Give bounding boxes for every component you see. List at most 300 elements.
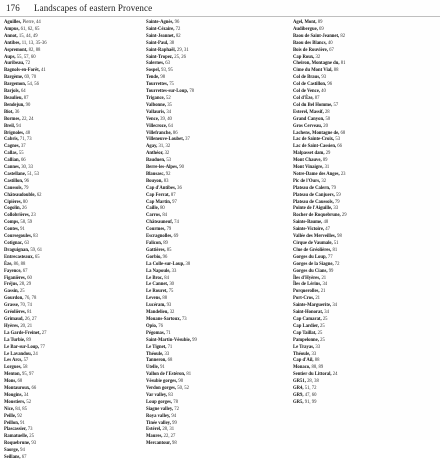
- index-headword: Barjols,: [4, 89, 20, 95]
- index-page-refs: 94: [16, 123, 21, 129]
- index-headword: Fayence,: [4, 268, 22, 274]
- index-headword: Moustiers,: [4, 399, 26, 405]
- index-entry: [146, 269, 280, 274]
- index-entry: [4, 358, 138, 363]
- index-entry: [293, 158, 427, 163]
- index-page-refs: 80: [160, 206, 165, 212]
- index-headword: Le Cannet,: [146, 282, 169, 288]
- index-entry: [293, 248, 427, 253]
- index-headword: Cime du Mont Vial,: [293, 68, 333, 74]
- index-page-refs: 24: [33, 351, 38, 357]
- index-page-refs: 61, 62, 65: [20, 26, 40, 32]
- index-page-refs: 33: [315, 344, 321, 350]
- index-headword: Trigance,: [146, 95, 165, 101]
- index-page-refs: 38: [169, 40, 175, 46]
- index-entry: [4, 48, 138, 53]
- index-headword: Seillans,: [4, 455, 21, 461]
- index-headword: Tourrettes-sur-Loup,: [146, 89, 189, 95]
- index-entry: [146, 34, 280, 39]
- index-headword: Villecroze,: [146, 123, 167, 129]
- index-entry: [146, 110, 280, 115]
- index-entry: [4, 61, 138, 66]
- index-entry: [293, 206, 427, 211]
- index-entry: [293, 110, 427, 115]
- index-headword: Villeneuve-Loubet,: [146, 137, 184, 143]
- index-page-refs: 72: [174, 406, 179, 412]
- index-page-refs: 29, 31: [177, 47, 189, 53]
- index-entry: [293, 96, 427, 101]
- index-entry: [293, 262, 427, 267]
- index-headword: Saorge,: [4, 448, 19, 454]
- index-page-refs: 31: [324, 165, 330, 171]
- index-entry: [293, 172, 427, 177]
- index-headword: Sainte-Marguerite,: [293, 303, 332, 309]
- index-headword: Callian,: [4, 158, 20, 164]
- index-entry: [293, 151, 427, 156]
- index-headword: Bargemon,: [4, 82, 27, 88]
- index-column-1: [4, 20, 138, 461]
- index-headword: Le Trayas,: [293, 344, 315, 350]
- index-column-2: [146, 20, 280, 447]
- index-headword: Peille,: [4, 413, 17, 419]
- index-entry: [146, 262, 280, 267]
- index-entry: [293, 200, 427, 205]
- index-page-refs: 67: [21, 455, 27, 461]
- index-headword: Collobrières,: [4, 213, 30, 219]
- index-page-refs: 92: [165, 171, 171, 177]
- index-headword: Sentier du Littoral,: [293, 372, 332, 378]
- index-page-refs: 72: [334, 261, 340, 267]
- index-entry: [293, 34, 427, 39]
- index-page-refs: 67: [329, 47, 334, 53]
- index-page-refs: 72: [25, 61, 31, 67]
- index-entry: [4, 269, 138, 274]
- index-page-refs: 30: [169, 282, 174, 288]
- index-page-refs: 34: [166, 109, 172, 115]
- index-page-refs: 37: [20, 144, 26, 150]
- index-page-refs: 99: [192, 337, 197, 343]
- index-headword: Plateau de Caussols,: [293, 199, 334, 205]
- index-headword: Monaco,: [293, 365, 311, 371]
- index-headword: Contes,: [4, 227, 19, 233]
- index-page-refs: 68: [17, 379, 23, 385]
- index-page-refs: 81: [27, 310, 32, 316]
- index-entry: [293, 20, 427, 25]
- index-entry: [146, 48, 280, 53]
- index-entry: [293, 324, 427, 329]
- index-entry: [4, 158, 138, 163]
- index-page-refs: 66: [337, 144, 342, 150]
- index-page-refs: 86: [172, 130, 178, 136]
- index-headword: Lorgues,: [4, 365, 22, 371]
- index-entry: [293, 386, 427, 391]
- index-page-refs: 53: [335, 137, 341, 143]
- index-page-refs: 38: [185, 261, 191, 267]
- index-headword: Verdon gorges,: [146, 386, 177, 392]
- index-headword: Châteauneuf,: [146, 220, 173, 226]
- index-page-refs: 25: [320, 337, 325, 343]
- index-column-3: [293, 20, 427, 436]
- index-entry: [4, 213, 138, 218]
- index-page-refs: 48: [25, 130, 31, 136]
- index-page-refs: 20: [323, 123, 328, 129]
- index-page-refs: 25: [320, 323, 325, 329]
- index-page-refs: 51, 53: [27, 171, 39, 177]
- index-headword: La Napoule,: [146, 268, 171, 274]
- index-entry: [146, 365, 280, 370]
- index-headword: Levens,: [146, 296, 162, 302]
- index-headword: Les Arcs,: [4, 358, 23, 364]
- index-headword: Mons,: [4, 379, 17, 385]
- index-page-refs: 98: [172, 441, 177, 447]
- index-page-refs: 66: [31, 386, 37, 392]
- index-headword: Vence,: [146, 116, 159, 122]
- index-headword: Berre-les-Alpes,: [146, 165, 179, 171]
- index-entry: [4, 206, 138, 211]
- index-headword: Cap Taillat,: [293, 330, 317, 336]
- index-entry: [146, 386, 280, 391]
- index-page-refs: 84: [164, 275, 169, 281]
- index-entry: [146, 317, 280, 322]
- index-page-refs: 76: [158, 323, 163, 329]
- index-headword: Col de Braus,: [293, 75, 321, 81]
- index-headword: Audibergue,: [293, 26, 318, 32]
- index-headword: La Garde-Freinet,: [4, 330, 41, 336]
- index-headword: Biot,: [4, 109, 14, 115]
- index-entry: [293, 338, 427, 343]
- index-page-refs: 20, 21: [20, 323, 33, 329]
- index-page-refs: 50: [325, 116, 331, 122]
- index-entry: [146, 131, 280, 136]
- index-entry: [146, 414, 280, 419]
- index-headword: Cap Lardier,: [293, 323, 319, 329]
- index-page-refs: 75: [169, 82, 174, 88]
- index-entry: [293, 241, 427, 246]
- index-page-refs: 92: [17, 413, 22, 419]
- index-headword: Sainte-Baume,: [293, 220, 323, 226]
- index-page-refs: 33: [311, 351, 317, 357]
- index-page-refs: 62: [36, 192, 42, 198]
- index-headword: Sainte-Agnès,: [146, 20, 174, 25]
- index-entry: [4, 296, 138, 301]
- index-entry: [146, 179, 280, 184]
- index-page-refs: 93: [31, 441, 37, 447]
- index-headword: Maures,: [146, 434, 163, 440]
- index-entry: [4, 186, 138, 191]
- index-page-refs: 33: [333, 206, 339, 212]
- index-page-refs: 82, 88: [28, 47, 41, 53]
- index-page-refs: 59, 61: [30, 247, 43, 253]
- index-entry: [146, 303, 280, 308]
- index-entry: [146, 234, 280, 239]
- index-page-refs: 96: [174, 20, 180, 25]
- index-entry: [293, 165, 427, 170]
- index-headword: Gorbio,: [146, 254, 162, 260]
- index-headword: Carros,: [146, 213, 162, 219]
- index-page-refs: 33: [164, 351, 170, 357]
- index-headword: Gorges du Cians,: [293, 268, 328, 274]
- index-page-refs: 84: [162, 213, 168, 219]
- index-headword: Cap Roux,: [293, 54, 315, 60]
- index-entry: [293, 372, 427, 377]
- index-entry: [4, 310, 138, 315]
- index-page-refs: 79: [166, 227, 172, 233]
- index-page-refs: 58, 59: [20, 220, 33, 226]
- index-headword: Aspremont,: [4, 47, 28, 53]
- index-headword: Gassin,: [4, 289, 19, 295]
- index-headword: Bormes,: [4, 116, 21, 122]
- index-headword: Mouans-Sartoux,: [146, 316, 181, 322]
- index-headword: Pointe de l'Aiguille,: [293, 206, 333, 212]
- index-headword: Col d'Èze,: [293, 95, 314, 101]
- index-page-refs: 88: [333, 68, 339, 74]
- index-entry: [4, 241, 138, 246]
- index-headword: Comps,: [4, 220, 20, 226]
- index-entry: [293, 310, 427, 315]
- index-page-refs: 93: [321, 75, 327, 81]
- index-page-refs: 28: [324, 109, 330, 115]
- index-headword: Callas,: [4, 151, 18, 157]
- index-headword: Roya valley,: [146, 413, 171, 419]
- index-page-refs: 21: [320, 289, 326, 295]
- index-entry: [146, 276, 280, 281]
- index-entry: [293, 48, 427, 53]
- index-entry: [4, 110, 138, 115]
- index-page-refs: 36: [177, 185, 182, 191]
- index-page-refs: 79: [334, 199, 340, 205]
- index-page-refs: 87: [314, 95, 320, 101]
- index-headword: La Colle-sur-Loup,: [146, 261, 185, 267]
- index-entry: [146, 103, 280, 108]
- index-page-refs: 28, 38: [307, 379, 319, 385]
- index-headword: Gorges de la Siagne,: [293, 261, 334, 267]
- index-entry: [146, 331, 280, 336]
- index-headword: Plateau de Canjuers,: [293, 192, 335, 198]
- index-page-refs: 77: [40, 344, 45, 350]
- index-headword: Draguignan,: [4, 247, 30, 253]
- index-entry: [146, 96, 280, 101]
- index-entry: [4, 248, 138, 253]
- index-entry: [4, 20, 138, 25]
- index-headword: Cap d'Antibes,: [146, 185, 176, 191]
- index-headword: Îles d'Hyères,: [293, 275, 321, 281]
- index-entry: [293, 345, 427, 350]
- index-entry: [4, 289, 138, 294]
- index-entry: [146, 151, 280, 156]
- index-headword: Lac de Saint-Cassien,: [293, 144, 337, 150]
- index-entry: [146, 68, 280, 73]
- index-page-refs: 47, 60: [304, 392, 317, 398]
- index-page-refs: 97: [172, 199, 177, 205]
- index-page-refs: 72: [175, 26, 181, 32]
- index-headword: Mougins,: [4, 392, 23, 398]
- index-page-refs: 54, 56: [27, 82, 39, 88]
- index-page-refs: 91, 99: [304, 399, 317, 405]
- index-entry: [4, 303, 138, 308]
- index-headword: Bagnols-en-Forêt,: [4, 68, 40, 74]
- index-headword: Le Rouret,: [146, 289, 168, 295]
- index-page-refs: 83: [168, 392, 173, 398]
- index-headword: Caille,: [146, 206, 159, 212]
- index-entry: [146, 393, 280, 398]
- index-page-refs: 90: [179, 165, 184, 171]
- index-entry: [293, 269, 427, 274]
- index-page-refs: 26, 27: [24, 316, 37, 322]
- index-page-refs: 68: [167, 358, 173, 364]
- index-headword: Var valley,: [146, 392, 168, 398]
- index-headword: Gros Cerveau,: [293, 123, 323, 129]
- index-page-refs: 78: [189, 89, 195, 95]
- index-page-refs: 87: [23, 95, 29, 101]
- index-headword: Vésubie gorges,: [146, 379, 178, 385]
- index-page-refs: 80: [22, 199, 28, 205]
- index-entry: [146, 20, 280, 25]
- index-entry: [4, 227, 138, 232]
- index-page-refs: 89: [322, 158, 328, 164]
- index-headword: Cap Martin,: [146, 199, 171, 205]
- index-page-refs: 75: [168, 289, 174, 295]
- index-page-refs: 78: [173, 399, 178, 405]
- index-entry: [4, 103, 138, 108]
- index-headword: Sainte-Victoire,: [293, 227, 325, 233]
- index-headword: Agay,: [146, 144, 158, 150]
- index-page-refs: 76, 78: [24, 296, 37, 302]
- index-page-refs: 30, 33: [21, 165, 33, 171]
- index-page-refs: Pierre, 44: [22, 20, 41, 25]
- index-entry: [4, 324, 138, 329]
- index-entry: [146, 200, 280, 205]
- index-page-refs: 73: [181, 316, 187, 322]
- index-page-refs: 65: [34, 254, 40, 260]
- index-page-refs: 11, 13, 35-36: [21, 40, 47, 46]
- index-page-refs: 89: [317, 20, 323, 25]
- index-page-refs: 52: [165, 95, 171, 101]
- index-headword: Bauduen,: [146, 158, 166, 164]
- index-headword: Saint-Raphaël,: [146, 47, 176, 53]
- index-entry: [293, 117, 427, 122]
- index-page-refs: 71: [166, 330, 171, 336]
- index-page-refs: 34: [322, 282, 328, 288]
- index-entry: [4, 96, 138, 101]
- index-entry: [4, 193, 138, 198]
- index-headword: Saint-Paul,: [146, 40, 169, 46]
- index-headword: Cirque de Vaumale,: [293, 241, 333, 246]
- index-headword: Bendejun,: [4, 102, 25, 108]
- index-page-refs: 32: [321, 178, 327, 184]
- index-entry: [146, 186, 280, 191]
- index-headword: Le Lavandou,: [4, 351, 32, 357]
- index-headword: Grimaud,: [4, 316, 24, 322]
- index-entry: [146, 248, 280, 253]
- index-page-refs: 37: [185, 137, 190, 143]
- index-page-refs: 84, 85: [15, 406, 27, 412]
- index-entry: [146, 137, 280, 142]
- index-headword: Le Broc,: [146, 275, 164, 281]
- index-page-refs: 71, 73: [19, 137, 32, 143]
- index-page-refs: 28, 31: [162, 427, 175, 433]
- index-headword: Estérel,: [146, 427, 162, 433]
- index-entry: [4, 338, 138, 343]
- index-headword: Saint-Cézaire,: [146, 26, 175, 32]
- index-headword: Siagne valley,: [146, 406, 174, 412]
- index-headword: Le Bar-sur-Loup,: [4, 344, 40, 350]
- index-entry: [293, 124, 427, 129]
- index-headword: Villefranche,: [146, 130, 172, 136]
- index-page-refs: 15, 44, 49: [18, 33, 38, 39]
- index-page-refs: 74: [174, 220, 179, 226]
- index-page-refs: 50, 52: [177, 386, 189, 392]
- index-entry: [293, 255, 427, 260]
- index-entry: [293, 379, 427, 384]
- index-headword: Plascassier,: [4, 427, 27, 433]
- index-headword: Le Tignet,: [146, 344, 167, 350]
- index-page-refs: 96: [327, 82, 333, 88]
- index-entry: [146, 282, 280, 287]
- index-entry: [4, 41, 138, 46]
- index-page-refs: 55: [18, 151, 24, 157]
- index-page-refs: 34: [324, 310, 329, 316]
- index-page-refs: 27: [41, 330, 47, 336]
- index-page-refs: 25: [317, 330, 323, 336]
- index-entry: [293, 352, 427, 357]
- index-entry: [146, 352, 280, 357]
- index-headword: Saint-Honorat,: [293, 310, 324, 316]
- index-entry: [293, 144, 427, 149]
- index-entry: [146, 379, 280, 384]
- index-entry: [4, 75, 138, 80]
- index-entry: [146, 213, 280, 218]
- index-entry: [4, 276, 138, 281]
- index-entry: [4, 414, 138, 419]
- index-entry: [4, 124, 138, 129]
- index-page-refs: 85: [166, 247, 172, 253]
- index-headword: Lachens, Montagne de,: [293, 130, 340, 136]
- index-entry: [293, 365, 427, 370]
- index-entry: [4, 34, 138, 39]
- index-headword: Cap Ferrat,: [146, 192, 170, 198]
- index-entry: [293, 358, 427, 363]
- index-entry: [146, 338, 280, 343]
- index-entry: [293, 296, 427, 301]
- index-page-refs: 79: [331, 185, 336, 191]
- index-headword: Èze,: [4, 261, 13, 267]
- index-page-refs: 55, 57, 60: [16, 54, 36, 60]
- index-page-refs: 25, 26: [174, 54, 186, 60]
- index-entry: [4, 345, 138, 350]
- index-entry: [4, 200, 138, 205]
- index-headword: Annot,: [4, 33, 18, 39]
- index-entry: [293, 220, 427, 225]
- index-headword: Vallée des Merveilles,: [293, 234, 336, 240]
- index-page-refs: 31, 32: [158, 144, 171, 150]
- index-headword: Mont Chauve,: [293, 158, 322, 164]
- index-headword: Cogolin,: [4, 206, 21, 212]
- index-entry: [146, 172, 280, 177]
- index-headword: GR5,: [293, 399, 304, 405]
- index-entry: [146, 82, 280, 87]
- index-headword: Col du Bel Homme,: [293, 102, 333, 108]
- index-page-refs: 28, 29: [19, 282, 32, 288]
- index-page-refs: 86, 88: [13, 261, 26, 267]
- index-entry: [146, 296, 280, 301]
- index-headword: Cipières,: [4, 199, 22, 205]
- index-entry: [293, 331, 427, 336]
- index-headword: Tourrettes,: [146, 82, 169, 88]
- index-page-refs: 21: [321, 275, 327, 281]
- index-headword: Cannes,: [4, 165, 21, 171]
- index-page-refs: 29: [325, 151, 331, 157]
- index-page-refs: 58: [22, 365, 28, 371]
